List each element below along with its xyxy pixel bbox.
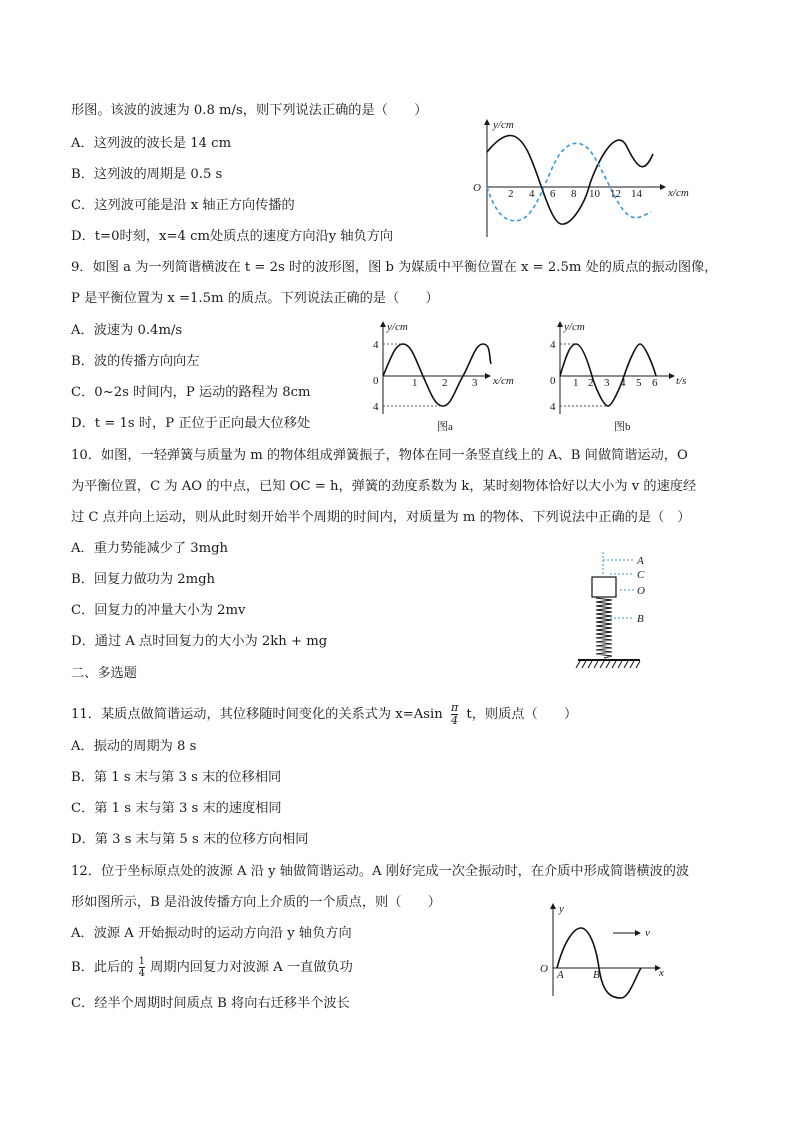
q9a-ylabel: y/cm bbox=[387, 321, 408, 333]
q9b-ymax: 4 bbox=[550, 339, 556, 351]
q10-label-a: A bbox=[637, 555, 644, 567]
q10-label-c: C bbox=[637, 569, 645, 581]
q10-option-a: A．重力势能减少了 3mgh bbox=[71, 541, 229, 556]
q8-xlabel: x/cm bbox=[668, 187, 689, 199]
q11-stem-text: 11．某质点做简谐运动，其位移随时间变化的关系式为 x=Asin bbox=[71, 707, 443, 722]
q8-tick: 10 bbox=[589, 188, 600, 200]
q11-option-c: C．第 1 s 末与第 3 s 末的速度相同 bbox=[71, 801, 282, 816]
q9b-wave bbox=[560, 344, 656, 406]
q10-option-d: D．通过 A 点时回复力的大小为 2kh + mg bbox=[71, 634, 328, 649]
q9a-caption: 图a bbox=[437, 421, 453, 433]
q12-label-b: B bbox=[593, 969, 600, 981]
q12-frac-num: 1 bbox=[138, 956, 146, 967]
q9b-tick: 1 bbox=[573, 377, 579, 389]
q9b-ylabel: y/cm bbox=[564, 321, 585, 333]
q9b-tick: 2 bbox=[588, 377, 594, 389]
q10-block bbox=[592, 577, 616, 597]
q11-option-b: B．第 1 s 末与第 3 s 末的位移相同 bbox=[71, 770, 282, 785]
q12-frac-den: 4 bbox=[138, 968, 146, 979]
q10-option-c: C．回复力的冲量大小为 2mv bbox=[71, 603, 246, 618]
q12-stem-line1: 12．位于坐标原点处的波源 A 沿 y 轴做简谐运动。A 刚好完成一次全振动时，在介质中形成简谐横波的波 bbox=[71, 864, 690, 879]
q9a-origin: 0 bbox=[373, 375, 379, 387]
q10-label-b: B bbox=[637, 613, 644, 625]
q10-spring bbox=[596, 598, 612, 658]
q8-solid-wave bbox=[487, 136, 653, 225]
q12-xlabel: x bbox=[659, 967, 664, 979]
q12-option-b bbox=[71, 956, 353, 979]
q9-figure-b bbox=[542, 318, 702, 436]
q8-tick: 4 bbox=[529, 188, 535, 200]
q8-option-d: D．t=0时刻，x=4 cm处质点的速度方向沿y 轴负方向 bbox=[71, 229, 394, 244]
q8-tick: 12 bbox=[610, 188, 621, 200]
q9b-origin: 0 bbox=[550, 375, 556, 387]
q9-stem-line1: 9．如图 a 为一列简谐横波在 t = 2s 时的波形图，图 b 为媒质中平衡位置在 x = 2.5m 处的质点的振动图像， bbox=[71, 260, 718, 275]
q9-option-c: C．0~2s 时间内，P 运动的路程为 8cm bbox=[71, 385, 311, 400]
q9b-tick: 4 bbox=[620, 377, 626, 389]
q11-fraction bbox=[451, 702, 458, 727]
q8-tick: 2 bbox=[508, 188, 514, 200]
q8-wave-figure bbox=[465, 112, 705, 242]
q12-optb-post: 周期内回复力对波源 A 一直做负功 bbox=[150, 960, 353, 975]
q8-tick: 8 bbox=[571, 188, 577, 200]
q11-option-a: A．振动的周期为 8 s bbox=[71, 739, 197, 754]
q9-figure-a bbox=[365, 318, 525, 436]
q9-option-b: B．波的传播方向向左 bbox=[71, 354, 200, 369]
q12-wave bbox=[557, 928, 641, 998]
q12-label-a: A bbox=[557, 969, 564, 981]
q9a-wave bbox=[383, 344, 491, 406]
q10-stem-line2: 为平衡位置，C 为 AO 的中点，已知 OC = h，弹簧的劲度系数为 k，某时刻物体恰好以大小为 v 的速度经 bbox=[71, 479, 697, 494]
q8-ylabel: y/cm bbox=[493, 119, 514, 131]
q11-stem bbox=[71, 702, 577, 727]
q12-optb-pre: B．此后的 bbox=[71, 960, 134, 975]
q12-ylabel: y bbox=[559, 903, 564, 915]
q8-stem-tail: 形图。该波的波速为 0.8 m/s，则下列说法正确的是（ ） bbox=[71, 103, 428, 118]
q9b-ymin: 4 bbox=[550, 401, 556, 413]
q10-stem-line1: 10．如图，一轻弹簧与质量为 m 的物体组成弹簧振子，物体在同一条竖直线上的 A、B 间做简谐运动，O bbox=[71, 448, 688, 463]
q8-tick: 6 bbox=[550, 188, 556, 200]
q9b-tick: 3 bbox=[604, 377, 610, 389]
q11-frac-den: 4 bbox=[451, 714, 459, 727]
q9a-tick: 1 bbox=[412, 377, 418, 389]
q10-label-o: O bbox=[637, 585, 645, 597]
q12-option-a: A．波源 A 开始振动时的运动方向沿 y 轴负方向 bbox=[71, 926, 352, 941]
q9b-caption: 图b bbox=[614, 421, 631, 433]
q11-frac-num: π bbox=[450, 701, 459, 714]
q11-option-d: D．第 3 s 末与第 5 s 末的位移方向相同 bbox=[71, 832, 309, 847]
q12-wave-figure bbox=[535, 898, 685, 1000]
q10-stem-line3: 过 C 点并向上运动，则从此时刻开始半个周期的时间内，对质量为 m 的物体、下列说法中正确的是（ ） bbox=[71, 510, 691, 525]
q9-option-d: D．t = 1s 时，P 正位于正向最大位移处 bbox=[71, 416, 311, 431]
q8-option-a: A．这列波的波长是 14 cm bbox=[71, 136, 232, 151]
q8-option-b: B．这列波的周期是 0.5 s bbox=[71, 167, 223, 182]
q9a-tick: 2 bbox=[442, 377, 448, 389]
q9a-ymax: 4 bbox=[373, 339, 379, 351]
q11-stem-end: t，则质点（ ） bbox=[466, 707, 578, 722]
q9a-ymin: 4 bbox=[373, 401, 379, 413]
q9-stem-line2: P 是平衡位置为 x =1.5m 的质点。下列说法正确的是（ ） bbox=[71, 291, 439, 306]
q8-origin: O bbox=[473, 182, 481, 194]
q9b-tick: 6 bbox=[652, 377, 658, 389]
q10-spring-figure bbox=[570, 550, 660, 672]
q12-origin: O bbox=[540, 963, 548, 975]
q8-dashed-wave bbox=[487, 143, 651, 220]
q9b-tick: 5 bbox=[636, 377, 642, 389]
q12-label-v: v bbox=[645, 927, 650, 939]
q12-option-c: C．经半个周期时间质点 B 将向右迁移半个波长 bbox=[71, 996, 350, 1011]
q9-option-a: A．波速为 0.4m/s bbox=[71, 323, 183, 338]
q8-option-c: C．这列波可能是沿 x 轴正方向传播的 bbox=[71, 198, 295, 213]
q10-option-b: B．回复力做功为 2mgh bbox=[71, 572, 216, 587]
q9a-tick: 3 bbox=[472, 377, 478, 389]
q12-stem-line2: 形如图所示，B 是沿波传播方向上介质的一个质点，则（ ） bbox=[71, 895, 441, 910]
q8-tick: 14 bbox=[631, 188, 642, 200]
q12-fraction bbox=[139, 956, 145, 979]
q9a-xlabel: x/cm bbox=[493, 375, 514, 387]
q9b-xlabel: t/s bbox=[676, 375, 687, 387]
section-title-multi-choice: 二、多选题 bbox=[71, 666, 137, 681]
